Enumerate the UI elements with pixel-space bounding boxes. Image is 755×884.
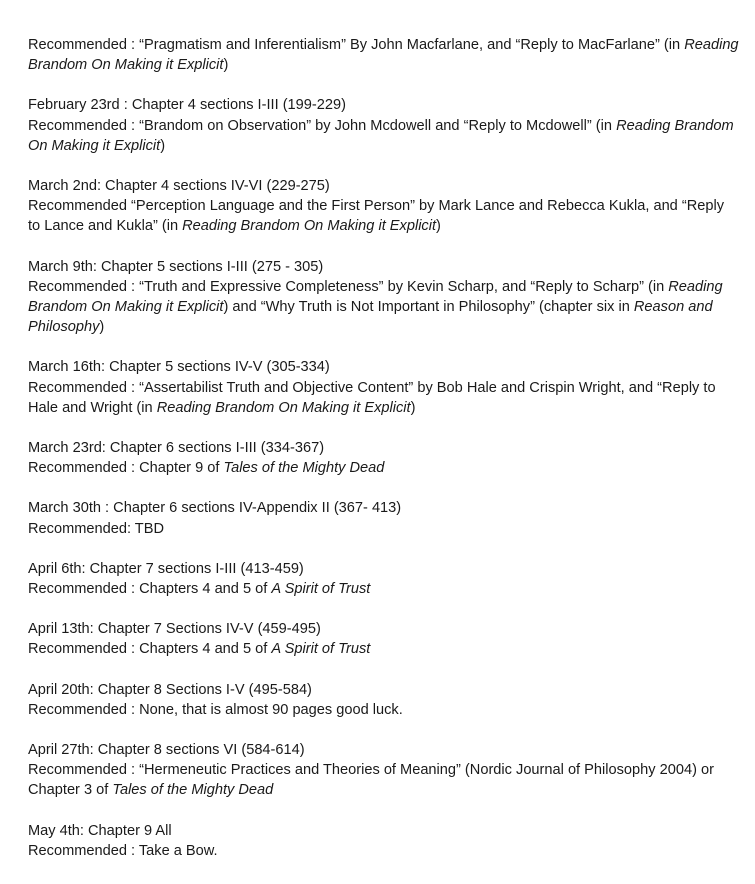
schedule-entry (28, 35, 740, 75)
text-segment: Recommended : “Assertabilist Truth and Objective Content” by Bob Hale and Crispin Wright, and “Reply to Hale and Wright (in (28, 379, 716, 416)
text-segment: Recommended “Perception Language and the First Person” by Mark Lance and Rebecca Kukla, and “Reply to Lance and Kukla” (in (28, 198, 725, 235)
schedule-document (28, 35, 740, 881)
text-segment: March 16th: Chapter 5 sections IV-V (305-334) (28, 359, 330, 376)
text-segment: ) (99, 319, 105, 336)
entry-text (28, 277, 740, 338)
italic-title: Reason and Philosophy (28, 299, 713, 336)
entry-heading (28, 740, 740, 760)
entry-text (28, 196, 740, 236)
text-segment: Recommended : “Truth and Expressive Completeness” by Kevin Scharp, and “Reply to Scharp” (in (28, 278, 669, 295)
entry-text (28, 35, 740, 75)
italic-title: A Spirit of Trust (271, 581, 371, 598)
schedule-entry (28, 559, 740, 599)
text-segment: Recommended : Chapters 4 and 5 of (28, 581, 272, 598)
text-segment: February 23rd : Chapter 4 sections I-III (199-229) (28, 97, 346, 114)
text-segment: March 23rd: Chapter 6 sections I-III (334-367) (28, 440, 325, 457)
entry-text (28, 841, 740, 861)
schedule-entry (28, 95, 740, 156)
schedule-entry (28, 257, 740, 338)
text-segment: ) (410, 399, 416, 416)
text-segment: ) (223, 57, 229, 74)
italic-title: Reading Brandom On Making it Explicit (156, 399, 411, 416)
schedule-entry (28, 680, 740, 720)
entry-text (28, 519, 740, 539)
entry-text (28, 579, 740, 599)
text-segment: ) and “Why Truth is Not Important in Philosophy” (chapter six in (223, 299, 634, 316)
entry-text (28, 458, 740, 478)
entry-heading (28, 176, 740, 196)
text-segment: April 20th: Chapter 8 Sections I-V (495-584) (28, 681, 312, 698)
text-segment: April 13th: Chapter 7 Sections IV-V (459-495) (28, 621, 321, 638)
text-segment: Recommended : “Brandom on Observation” by John Mcdowell and “Reply to Mcdowell” (in (28, 117, 617, 134)
text-segment: ) (436, 218, 441, 235)
italic-title: Tales of the Mighty Dead (223, 460, 385, 477)
schedule-entry (28, 498, 740, 538)
text-segment: Recommended : Chapters 4 and 5 of (28, 641, 272, 658)
text-segment: March 9th: Chapter 5 sections I-III (275 - 305) (28, 258, 324, 275)
entry-text (28, 378, 740, 418)
entry-heading (28, 498, 740, 518)
italic-title: Reading Brandom On Making it Explicit (28, 278, 723, 316)
schedule-entry (28, 821, 740, 861)
italic-title: Reading Brandom On Making it Explicit (28, 117, 734, 154)
text-segment: Recommended: TBD (28, 520, 164, 537)
entry-heading (28, 619, 740, 639)
text-segment: May 4th: Chapter 9 All (28, 822, 172, 839)
entry-text (28, 639, 740, 659)
italic-title: Reading Brandom On Making it Explicit (28, 37, 739, 74)
text-segment: Recommended : None, that is almost 90 pages good luck. (28, 701, 403, 718)
schedule-entry (28, 619, 740, 659)
italic-title: Tales of the Mighty Dead (112, 782, 274, 799)
text-segment: Recommended : “Pragmatism and Inferentialism” By John Macfarlane, and “Reply to MacFarlane” (in (28, 37, 685, 53)
text-segment: Recommended : Take a Bow. (28, 842, 218, 859)
italic-title: A Spirit of Trust (271, 641, 371, 658)
entry-heading (28, 559, 740, 579)
schedule-entry (28, 176, 740, 237)
text-segment: Recommended : Chapter 9 of (28, 460, 224, 477)
entry-text (28, 760, 740, 800)
entry-heading (28, 357, 740, 377)
text-segment: Recommended : “Hermeneutic Practices and Theories of Meaning” (Nordic Journal of Philosophy 2004) or Chapter 3 of (28, 762, 714, 799)
entry-heading (28, 95, 740, 115)
entry-text (28, 116, 740, 156)
text-segment: April 27th: Chapter 8 sections VI (584-614) (28, 742, 305, 759)
italic-title: Reading Brandom On Making it Explicit (182, 218, 437, 235)
entry-text (28, 700, 740, 720)
entry-heading (28, 821, 740, 841)
schedule-entry (28, 357, 740, 418)
text-segment: ) (160, 137, 166, 154)
entry-heading (28, 257, 740, 277)
schedule-entry (28, 438, 740, 478)
schedule-entry (28, 740, 740, 801)
entry-heading (28, 680, 740, 700)
text-segment: March 30th : Chapter 6 sections IV-Appendix II (367- 413) (28, 500, 402, 517)
entry-heading (28, 438, 740, 458)
text-segment: March 2nd: Chapter 4 sections IV-VI (229-275) (28, 178, 330, 195)
text-segment: April 6th: Chapter 7 sections I-III (413-459) (28, 560, 304, 577)
